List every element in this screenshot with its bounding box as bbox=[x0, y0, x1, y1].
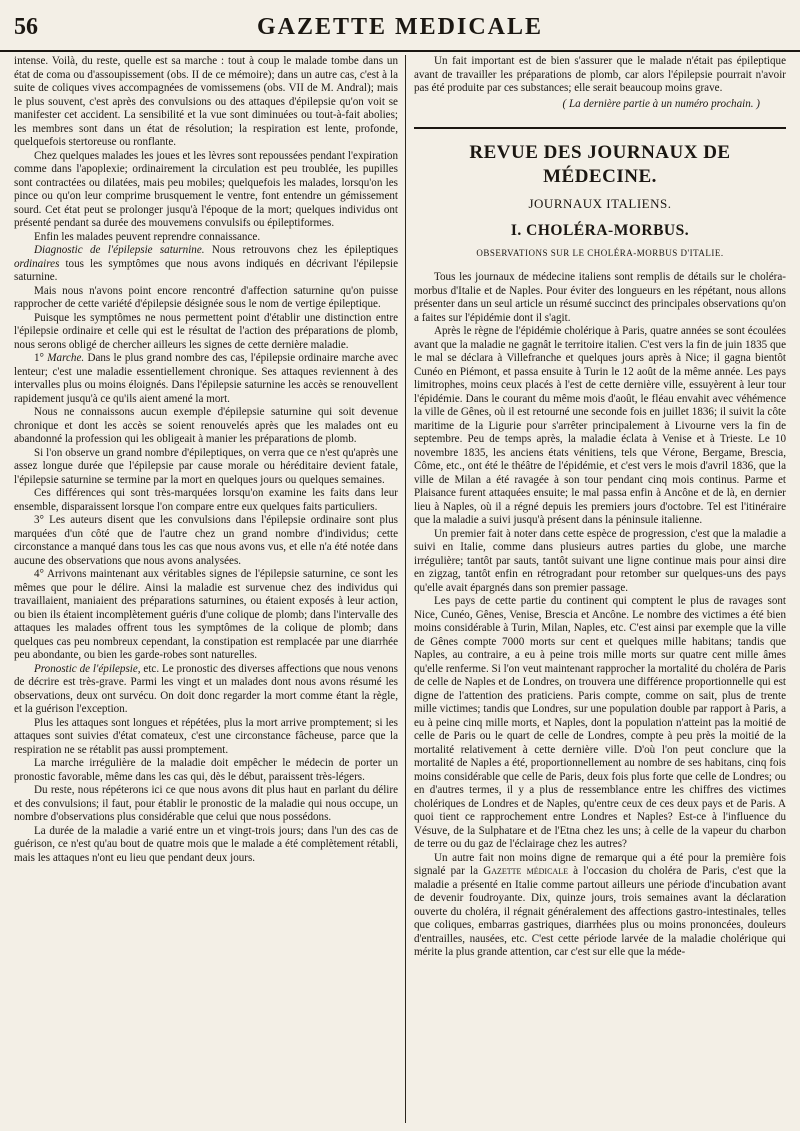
section-heading-inline: Pronostic de l'épilepsie, bbox=[34, 662, 141, 675]
text-run: Dans le plus grand nombre des cas, l'épilepsie ordinaire marche avec lenteur; c'est une maladie essentiellement chronique. Ses attaques reviennent à des intervalles plus ou moins éloignés. Dans l'épilepsie saturnine les accès se renouvellent rapidement jusqu'à ce qu'ils aient amené la mort. bbox=[14, 352, 398, 405]
item-number: 1° bbox=[34, 352, 48, 364]
paragraph-incubation bbox=[414, 852, 786, 960]
paragraph: intense. Voilà, du reste, quelle est sa marche : tout à coup le malade tombe dans un état de coma ou d'assoupissement (obs. II de ce mémoire); dans un autre cas, c'est à la suite de coliques vives accompagnées de vomissemens (obs. VII de M. Andral); mais le plus souvent, c'est après des convulsions ou des attaques d'épilepsie qu'on voit se manifester cet accident. La sensibilité et la vue sont diminuées ou tout-à-fait abolies; les membres sont dans un état de résolution; la respiration est lente, profonde, quelquefois stertoreuse ou ronflante. bbox=[14, 55, 398, 148]
text-run: tous les symptômes que nous avons indiqués en décrivant l'épilepsie saturnine. bbox=[14, 257, 398, 283]
paragraph: La durée de la maladie a varié entre un et vingt-trois jours; dans l'un des cas de guérison, ce n'est qu'au bout de quatre mois que le malade a été complètement rétabli, mais les attaques n'ont eu lieu que pendant deux jours. bbox=[14, 824, 398, 864]
section-title: I. CHOLÉRA-MORBUS. bbox=[510, 222, 690, 239]
paragraph: Un premier fait à noter dans cette espèce de progression, c'est que la maladie a suivi en Italie, comme dans plusieurs autres parties du globe, une marche irrégulière; tantôt par sauts, tantôt suivant une ligne continue mais pour ainsi dire en zigzag, tantôt enfin en rétrogradant pour retomber sur quelques-uns des pays qu'elle avait épargnés dans son premier passage. bbox=[414, 527, 786, 594]
paragraph-pronostic bbox=[14, 663, 398, 717]
paragraph: Chez quelques malades les joues et les lèvres sont repoussées pendant l'expiration comme dans l'apoplexie; ordinairement la circulation est peu troublée, les pupilles sont contractées ou dilatées, mais peu mobiles; quelquefois les malades, lorsqu'on les pince ou qu'on leur comprime brusquement le ventre, font entendre un gémissement sourd. Cet état peut se prolonger jusqu'à l'époque de la mort; quelques individus ont présenté pendant sa durée des mouvemens convulsifs ou épileptiformes. bbox=[14, 149, 398, 229]
paragraph: Tous les journaux de médecine italiens sont remplis de détails sur le choléra-morbus d'Italie et de Naples. Pour éviter des longueurs en les répétant, nous allons présenter dans un seul article un résumé succinct des principales observations qu'on a faites sur l'épidémie dont il s'agit. bbox=[414, 271, 786, 324]
paragraph: Enfin les malades peuvent reprendre connaissance. bbox=[34, 230, 261, 243]
paragraph: Les pays de cette partie du continent qui comptent le plus de ravages sont Nice, Cunéo, Gênes, Venise, Brescia et Ancône. Le nombre des victimes a été bien moins considérable à Turin, Milan, Naples, etc. C'est ainsi par exemple que la ville de Gênes compte 7000 morts sur cent et quelques mille habitans; tandis que Naples, au contraire, a eu à peine trois mille morts sur quatre cent mille âmes qu'elle renferme. Si l'on veut maintenant rapprocher la mortalité du choléra de Paris de celle de Naples et de Londres, on trouvera une différence proportionnelle qui est digne de l'attention des praticiens. Paris compte, comme on sait, plus de trente mille victimes; tandis que Londres, sur une population double par rapport à Paris, a eu à peine cinq mille morts, et Naples, dont la population n'atteint pas la moitié de celle de Paris ou le quart de celle de Londres, compte à peu près la moitié de la mortalité relativement à cette dernière ville. D'où l'on peut conclure que la mortalité de Naples a été, proportionnellement au nombre de ses habitans, cinq fois moins considérable que celle de Paris, deux fois plus forte que celle de Londres; ou en d'autres termes, il y a plus de ressemblance entre les chiffres des victimes cholériques de Londres et de Naples, qu'entre ceux de ces deux pays et de Paris. A quoi tient ce rapprochement entre Londres et Naples? Est-ce à l'influence du Vésuve, de la Sulphatare et de l'Etna chez les uns; à celle de la vapeur du charbon de terre ou du gaz de l'éclairage chez les autres? bbox=[414, 595, 786, 850]
emphasis: ordinaires bbox=[14, 257, 60, 270]
paragraph-marche bbox=[14, 352, 398, 406]
paragraph: Si l'on observe un grand nombre d'épileptiques, on verra que ce n'est qu'après une assez longue durée que l'épilepsie par cause morale ou héréditaire devient fatale, l'épilepsie saturnine se termine par la mort en quelques jours ou quelques semaines. bbox=[14, 446, 398, 486]
section-heading-inline: Marche. bbox=[47, 352, 85, 364]
paragraph: 3° Les auteurs disent que les convulsions dans l'épilepsie ordinaire sont plus marquées d'un côté que de l'autre chez un grand nombre d'individus; cette circonstance a manqué dans tous les cas que nous avons vus, et elle n'a été notée dans aucune des observations que nous avons analysées. bbox=[14, 514, 398, 567]
paragraph: Un fait important est de bien s'assurer que le malade n'était pas épileptique avant de travailler les préparations de plomb, car alors l'épilepsie pourrait n'avoir pas été produite par ces substances; elle serait beaucoup moins grave. bbox=[414, 55, 786, 94]
paragraph: Puisque les symptômes ne nous permettent point d'établir une distinction entre l'épilepsie ordinaire et celle qui est le résultat de l'action des préparations de plomb, nous serons obligé de chercher ailleurs les signes de cette dernière maladie. bbox=[14, 311, 398, 351]
right-column bbox=[414, 55, 786, 1125]
journal-title: GAZETTE MEDICALE bbox=[256, 14, 544, 40]
paragraph: Après le règne de l'épidémie cholérique à Paris, quatre années se sont écoulées avant que la maladie ne gagnât le territoire italien. C'est vers la fin de juin 1835 que le mal se déclara à Villefranche et quelques jours après à Nice; il gagna bientôt Cunéo en Piémont, et passa ensuite à Turin le 12 août de la même année. Les pays limitrophes, moins ceux placés à l'est de cette dernière ville, essuyèrent à leur tour l'épidémie. Dans le courant du même mois d'août, le fléau envahit avec véhémence la ville de Gênes, où il est retourné une seconde fois en juillet 1836; il suivit la côte maritime de la Ligurie pour s'arrêter principalement à Livourne vers la fin de septembre. Peu de temps après, la maladie éclata à Venise et à Trieste. Le 10 novembre 1835, les anciens états vénitiens, tels que Vérone, Bergame, Brescia, Côme, etc., ont été le théâtre de l'épidémie, et c'est vers le mois d'avril 1836, que la ville de Milan a été ravagée à son tour pendant cinq mois continus. Parme et Plaisance furent attaquées ensuite; le mal passa enfin à Ancône et de là, en dernier lieu à Naples, où il a régné depuis les premiers jours d'octobre. Tel est l'itinéraire que la maladie a suivi jusqu'à présent dans la péninsule italienne. bbox=[414, 325, 786, 526]
section-separator bbox=[414, 127, 786, 129]
paragraph-diagnostic bbox=[14, 244, 398, 285]
column-divider bbox=[405, 55, 406, 1123]
text-run: Un autre fait non moins digne de remarque qui a été pour la première fois signalé par la bbox=[414, 851, 786, 877]
paragraph: Mais nous n'avons point encore rencontré d'affection saturnine qu'on puisse rapprocher de cette variété d'épilepsie désignée sous le nom de vertige épileptique. bbox=[14, 284, 398, 310]
paragraph: Du reste, nous répéterons ici ce que nous avons dit plus haut en parlant du délire et des convulsions; il faut, pour établir le pronostic de la maladie qui nous occupe, un nombre d'observations plus considérable que celui que nous possédons. bbox=[14, 784, 398, 823]
text-run: Nous retrouvons chez les épileptiques bbox=[204, 244, 398, 256]
section-subtitle: OBSERVATIONS SUR LE CHOLÉRA-MORBUS D'ITALIE. bbox=[476, 248, 724, 258]
section-heading-inline: Diagnostic de l'épilepsie saturnine. bbox=[34, 244, 205, 256]
review-title: REVUE DES JOURNAUX DE MÉDECINE. bbox=[469, 142, 731, 187]
text-run: à l'occasion du choléra de Paris, c'est que la maladie a présenté en Italie comme partout ailleurs une période d'incubation avant de devenir foudroyante. Dix, quinze jours, trois semaines avant la déclaration ouverte du choléra, il régnait généralement des affections gastro-intestinales, telles que coliques, embarras gastriques, diarrhées plus ou moins prononcées, douleurs d'entrailles, nausées, etc. C'est cette période larvée de la maladie cholérique qui mérite la plus grande attention, car c'est sur elle que la méde- bbox=[414, 865, 786, 958]
paragraph: Nous ne connaissons aucun exemple d'épilepsie saturnine qui soit devenue chronique et dont les accès se soient renouvelés après que les malades ont eu abandonné la profession qui les obligeait à manier les préparations de plomb. bbox=[14, 406, 398, 445]
journal-name: Gazette médicale bbox=[483, 865, 568, 877]
page-number: 56 bbox=[14, 14, 38, 40]
paragraph: Plus les attaques sont longues et répétées, plus la mort arrive promptement; si les attaques sont suivies d'état comateux, c'est une circonstance fâcheuse, parce que la respiration ne se rétablit pas aussi promptement. bbox=[14, 716, 398, 756]
paragraph: La marche irrégulière de la maladie doit empêcher le médecin de porter un pronostic favorable, même dans les cas qui, dès le début, paraissent très-légers. bbox=[14, 757, 398, 783]
left-column bbox=[14, 55, 398, 1125]
paragraph: Ces différences qui sont très-marquées lorsqu'on examine les faits dans leur ensemble, disparaissent lorsque l'on compare entre eux quelques faits particuliers. bbox=[14, 487, 398, 513]
review-subtitle: JOURNAUX ITALIENS. bbox=[528, 196, 672, 211]
paragraph: 4° Arrivons maintenant aux véritables signes de l'épilepsie saturnine, ce sont les mêmes que pour le délire. Ainsi la maladie est survenue chez des individus qui travaillaient, maniaient des préparations saturnines, ou étaient exposés à leur action, ou bien ils étaient incomplètement guéris d'une colique de plomb; dans l'intervalle des attaques les malades offrent tous les symptômes de la colique de plomb; dans quelques cas peu nombreux cependant, la constipation est remplacée par une diarrhée peu abondante, ou bien les garde-robes sont naturelles. bbox=[14, 568, 398, 661]
continuation-note: ( La dernière partie à un numéro prochain. ) bbox=[562, 97, 760, 110]
page-header bbox=[0, 0, 800, 52]
text-run: etc. Le pronostic des diverses affections que nous venons de décrire est très-grave. Parmi les vingt et un malades dont nous avons résumé les observations, deux ont survécu. On doit donc regarder la mort comme étant la règle, et la guérison l'exception. bbox=[14, 662, 398, 715]
